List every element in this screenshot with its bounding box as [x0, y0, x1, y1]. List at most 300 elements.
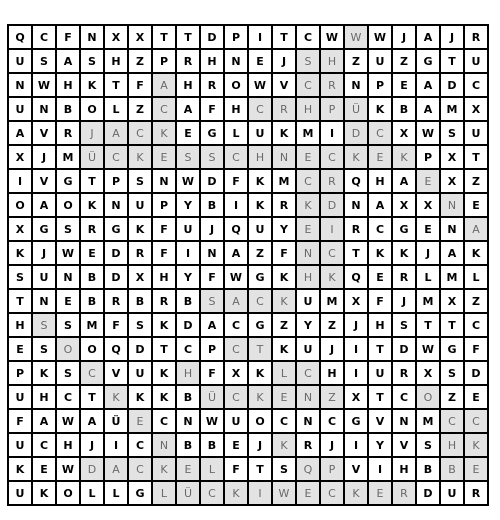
grid-cell[interactable]: U — [441, 482, 465, 506]
grid-cell[interactable]: T — [9, 290, 33, 314]
grid-cell[interactable]: A — [417, 74, 441, 98]
grid-cell[interactable]: F — [201, 98, 225, 122]
grid-cell[interactable]: E — [273, 386, 297, 410]
grid-cell[interactable]: R — [297, 434, 321, 458]
grid-cell[interactable]: V — [369, 410, 393, 434]
grid-cell[interactable]: K — [369, 98, 393, 122]
grid-cell[interactable]: E — [297, 146, 321, 170]
grid-cell[interactable]: S — [201, 290, 225, 314]
grid-cell[interactable]: K — [273, 434, 297, 458]
grid-cell[interactable]: D — [393, 338, 417, 362]
grid-cell[interactable]: R — [321, 170, 345, 194]
grid-cell[interactable]: C — [225, 386, 249, 410]
grid-cell[interactable]: C — [225, 338, 249, 362]
grid-cell[interactable]: N — [81, 26, 105, 50]
grid-cell[interactable]: Z — [249, 242, 273, 266]
grid-cell[interactable]: M — [417, 290, 441, 314]
grid-cell[interactable]: P — [201, 338, 225, 362]
grid-cell[interactable]: S — [441, 122, 465, 146]
grid-cell[interactable]: K — [153, 122, 177, 146]
grid-cell[interactable]: T — [153, 338, 177, 362]
grid-cell[interactable]: X — [129, 266, 153, 290]
grid-cell[interactable]: U — [9, 434, 33, 458]
grid-cell[interactable]: E — [9, 338, 33, 362]
grid-cell[interactable]: W — [369, 26, 393, 50]
grid-cell[interactable]: C — [297, 74, 321, 98]
grid-cell[interactable]: D — [201, 170, 225, 194]
grid-cell[interactable]: D — [345, 122, 369, 146]
grid-cell[interactable]: R — [345, 218, 369, 242]
grid-cell[interactable]: E — [177, 122, 201, 146]
grid-cell[interactable]: Y — [177, 266, 201, 290]
grid-cell[interactable]: N — [153, 170, 177, 194]
grid-cell[interactable]: G — [249, 314, 273, 338]
grid-cell[interactable]: W — [201, 410, 225, 434]
grid-cell[interactable]: N — [273, 146, 297, 170]
grid-cell[interactable]: S — [177, 146, 201, 170]
grid-cell[interactable]: A — [33, 194, 57, 218]
grid-cell[interactable]: A — [81, 410, 105, 434]
grid-cell[interactable]: N — [297, 410, 321, 434]
grid-cell[interactable]: K — [273, 122, 297, 146]
grid-cell[interactable]: J — [273, 50, 297, 74]
grid-cell[interactable]: A — [393, 170, 417, 194]
grid-cell[interactable]: C — [153, 98, 177, 122]
grid-cell[interactable]: J — [345, 314, 369, 338]
grid-cell[interactable]: U — [9, 386, 33, 410]
grid-cell[interactable]: F — [225, 170, 249, 194]
grid-cell[interactable]: O — [225, 74, 249, 98]
grid-cell[interactable]: T — [273, 26, 297, 50]
grid-cell[interactable]: M — [441, 266, 465, 290]
grid-cell[interactable]: G — [441, 338, 465, 362]
grid-cell[interactable]: J — [441, 26, 465, 50]
grid-cell[interactable]: Z — [441, 386, 465, 410]
grid-cell[interactable]: Z — [321, 314, 345, 338]
grid-cell[interactable]: E — [177, 458, 201, 482]
grid-cell[interactable]: O — [249, 410, 273, 434]
grid-cell[interactable]: D — [177, 314, 201, 338]
grid-cell[interactable]: C — [297, 362, 321, 386]
grid-cell[interactable]: I — [9, 170, 33, 194]
grid-cell[interactable]: C — [105, 146, 129, 170]
grid-cell[interactable]: M — [57, 146, 81, 170]
grid-cell[interactable]: X — [441, 146, 465, 170]
grid-cell[interactable]: D — [441, 74, 465, 98]
grid-cell[interactable]: K — [393, 146, 417, 170]
grid-cell[interactable]: R — [57, 122, 81, 146]
grid-cell[interactable]: V — [393, 434, 417, 458]
grid-cell[interactable]: R — [81, 218, 105, 242]
grid-cell[interactable]: U — [297, 290, 321, 314]
grid-cell[interactable]: E — [33, 458, 57, 482]
grid-cell[interactable]: I — [249, 482, 273, 506]
grid-cell[interactable]: T — [153, 26, 177, 50]
grid-cell[interactable]: K — [9, 242, 33, 266]
grid-cell[interactable]: K — [249, 170, 273, 194]
grid-cell[interactable]: J — [33, 146, 57, 170]
grid-cell[interactable]: I — [321, 122, 345, 146]
grid-cell[interactable]: F — [201, 266, 225, 290]
grid-cell[interactable]: B — [57, 98, 81, 122]
grid-cell[interactable]: S — [33, 338, 57, 362]
grid-cell[interactable]: N — [33, 290, 57, 314]
grid-cell[interactable]: F — [201, 362, 225, 386]
grid-cell[interactable]: N — [153, 434, 177, 458]
grid-cell[interactable]: H — [225, 98, 249, 122]
grid-cell[interactable]: U — [369, 362, 393, 386]
grid-cell[interactable]: U — [9, 98, 33, 122]
grid-cell[interactable]: Y — [297, 314, 321, 338]
grid-cell[interactable]: X — [441, 170, 465, 194]
grid-cell[interactable]: E — [153, 146, 177, 170]
grid-cell[interactable]: M — [297, 122, 321, 146]
grid-cell[interactable]: N — [345, 194, 369, 218]
grid-cell[interactable]: G — [249, 266, 273, 290]
grid-cell[interactable]: K — [153, 314, 177, 338]
grid-cell[interactable]: S — [273, 458, 297, 482]
grid-cell[interactable]: F — [153, 242, 177, 266]
grid-cell[interactable]: Y — [273, 218, 297, 242]
grid-cell[interactable]: K — [9, 458, 33, 482]
grid-cell[interactable]: X — [417, 194, 441, 218]
grid-cell[interactable]: E — [129, 410, 153, 434]
grid-cell[interactable]: Ü — [81, 146, 105, 170]
grid-cell[interactable]: F — [225, 458, 249, 482]
grid-cell[interactable]: B — [441, 458, 465, 482]
grid-cell[interactable]: K — [129, 218, 153, 242]
grid-cell[interactable]: L — [417, 266, 441, 290]
grid-cell[interactable]: B — [417, 458, 441, 482]
grid-cell[interactable]: H — [369, 314, 393, 338]
grid-cell[interactable]: U — [129, 362, 153, 386]
grid-cell[interactable]: K — [153, 386, 177, 410]
grid-cell[interactable]: X — [225, 362, 249, 386]
grid-cell[interactable]: D — [417, 482, 441, 506]
grid-cell[interactable]: P — [369, 74, 393, 98]
grid-cell[interactable]: K — [105, 386, 129, 410]
grid-cell[interactable]: K — [393, 242, 417, 266]
grid-cell[interactable]: I — [105, 434, 129, 458]
grid-cell[interactable]: U — [33, 266, 57, 290]
grid-cell[interactable]: Ü — [105, 410, 129, 434]
grid-cell[interactable]: W — [225, 266, 249, 290]
grid-cell[interactable]: C — [273, 410, 297, 434]
grid-cell[interactable]: W — [249, 74, 273, 98]
grid-cell[interactable]: T — [417, 314, 441, 338]
grid-cell[interactable]: R — [153, 290, 177, 314]
grid-cell[interactable]: H — [57, 434, 81, 458]
grid-cell[interactable]: J — [249, 434, 273, 458]
grid-cell[interactable]: C — [33, 434, 57, 458]
grid-cell[interactable]: T — [465, 146, 489, 170]
grid-cell[interactable]: D — [81, 458, 105, 482]
grid-cell[interactable]: N — [225, 50, 249, 74]
grid-cell[interactable]: J — [321, 338, 345, 362]
grid-cell[interactable]: A — [201, 314, 225, 338]
grid-cell[interactable]: R — [201, 74, 225, 98]
grid-cell[interactable]: B — [177, 290, 201, 314]
grid-cell[interactable]: F — [465, 338, 489, 362]
grid-cell[interactable]: C — [225, 146, 249, 170]
grid-cell[interactable]: Z — [345, 50, 369, 74]
grid-cell[interactable]: W — [417, 122, 441, 146]
grid-cell[interactable]: R — [273, 194, 297, 218]
grid-cell[interactable]: V — [345, 458, 369, 482]
grid-cell[interactable]: Z — [321, 386, 345, 410]
grid-cell[interactable]: H — [201, 50, 225, 74]
grid-cell[interactable]: Ü — [177, 482, 201, 506]
grid-cell[interactable]: H — [33, 386, 57, 410]
grid-cell[interactable]: N — [441, 218, 465, 242]
grid-cell[interactable]: S — [57, 362, 81, 386]
grid-cell[interactable]: Q — [345, 266, 369, 290]
grid-cell[interactable]: K — [129, 146, 153, 170]
grid-cell[interactable]: U — [297, 338, 321, 362]
grid-cell[interactable]: S — [33, 50, 57, 74]
grid-cell[interactable]: G — [201, 122, 225, 146]
grid-cell[interactable]: K — [81, 194, 105, 218]
grid-cell[interactable]: W — [33, 74, 57, 98]
grid-cell[interactable]: Z — [273, 314, 297, 338]
grid-cell[interactable]: I — [177, 242, 201, 266]
grid-cell[interactable]: C — [465, 410, 489, 434]
grid-cell[interactable]: O — [81, 338, 105, 362]
grid-cell[interactable]: R — [129, 242, 153, 266]
grid-cell[interactable]: T — [369, 386, 393, 410]
grid-cell[interactable]: C — [369, 122, 393, 146]
grid-cell[interactable]: S — [33, 314, 57, 338]
grid-cell[interactable]: C — [369, 218, 393, 242]
grid-cell[interactable]: L — [465, 266, 489, 290]
grid-cell[interactable]: S — [129, 170, 153, 194]
grid-cell[interactable]: P — [105, 170, 129, 194]
grid-cell[interactable]: H — [441, 434, 465, 458]
grid-cell[interactable]: U — [177, 218, 201, 242]
grid-cell[interactable]: H — [249, 146, 273, 170]
grid-cell[interactable]: N — [441, 194, 465, 218]
grid-cell[interactable]: K — [369, 242, 393, 266]
grid-cell[interactable]: X — [105, 26, 129, 50]
grid-cell[interactable]: E — [297, 218, 321, 242]
grid-cell[interactable]: D — [105, 266, 129, 290]
grid-cell[interactable]: N — [9, 74, 33, 98]
grid-cell[interactable]: W — [177, 170, 201, 194]
grid-cell[interactable]: E — [417, 218, 441, 242]
grid-cell[interactable]: P — [321, 458, 345, 482]
grid-cell[interactable]: C — [441, 410, 465, 434]
grid-cell[interactable]: X — [465, 98, 489, 122]
grid-cell[interactable]: X — [393, 122, 417, 146]
grid-cell[interactable]: Z — [129, 98, 153, 122]
grid-cell[interactable]: G — [57, 170, 81, 194]
grid-cell[interactable]: H — [177, 362, 201, 386]
grid-cell[interactable]: H — [177, 74, 201, 98]
grid-cell[interactable]: B — [201, 194, 225, 218]
grid-cell[interactable]: Y — [369, 434, 393, 458]
grid-cell[interactable]: L — [273, 362, 297, 386]
grid-cell[interactable]: K — [81, 74, 105, 98]
grid-cell[interactable]: A — [57, 50, 81, 74]
grid-cell[interactable]: H — [105, 50, 129, 74]
grid-cell[interactable]: P — [153, 50, 177, 74]
grid-cell[interactable]: W — [321, 26, 345, 50]
grid-cell[interactable]: G — [417, 50, 441, 74]
grid-cell[interactable]: Z — [129, 50, 153, 74]
grid-cell[interactable]: A — [177, 98, 201, 122]
grid-cell[interactable]: H — [321, 362, 345, 386]
grid-cell[interactable]: J — [81, 122, 105, 146]
grid-cell[interactable]: E — [369, 146, 393, 170]
grid-cell[interactable]: F — [9, 410, 33, 434]
grid-cell[interactable]: C — [81, 362, 105, 386]
grid-cell[interactable]: C — [393, 386, 417, 410]
grid-cell[interactable]: Q — [225, 218, 249, 242]
grid-cell[interactable]: K — [465, 434, 489, 458]
grid-cell[interactable]: J — [33, 242, 57, 266]
grid-cell[interactable]: X — [441, 290, 465, 314]
grid-cell[interactable]: R — [465, 26, 489, 50]
grid-cell[interactable]: W — [273, 482, 297, 506]
grid-cell[interactable]: B — [81, 290, 105, 314]
grid-cell[interactable]: O — [9, 194, 33, 218]
grid-cell[interactable]: Q — [105, 338, 129, 362]
grid-cell[interactable]: O — [57, 482, 81, 506]
grid-cell[interactable]: C — [129, 458, 153, 482]
grid-cell[interactable]: K — [249, 362, 273, 386]
grid-cell[interactable]: R — [321, 74, 345, 98]
grid-cell[interactable]: K — [129, 386, 153, 410]
grid-cell[interactable]: B — [393, 98, 417, 122]
grid-cell[interactable]: A — [369, 194, 393, 218]
grid-cell[interactable]: J — [81, 434, 105, 458]
grid-cell[interactable]: C — [129, 434, 153, 458]
grid-cell[interactable]: I — [321, 218, 345, 242]
grid-cell[interactable]: M — [441, 98, 465, 122]
grid-cell[interactable]: E — [465, 386, 489, 410]
grid-cell[interactable]: W — [57, 410, 81, 434]
grid-cell[interactable]: K — [273, 266, 297, 290]
grid-cell[interactable]: H — [321, 50, 345, 74]
grid-cell[interactable]: G — [345, 410, 369, 434]
grid-cell[interactable]: A — [105, 122, 129, 146]
grid-cell[interactable]: C — [297, 26, 321, 50]
grid-cell[interactable]: K — [33, 482, 57, 506]
grid-cell[interactable]: T — [81, 170, 105, 194]
grid-cell[interactable]: R — [393, 266, 417, 290]
grid-cell[interactable]: A — [441, 242, 465, 266]
grid-cell[interactable]: W — [57, 458, 81, 482]
grid-cell[interactable]: F — [369, 290, 393, 314]
grid-cell[interactable]: I — [345, 434, 369, 458]
grid-cell[interactable]: U — [465, 122, 489, 146]
grid-cell[interactable]: V — [105, 362, 129, 386]
grid-cell[interactable]: W — [57, 242, 81, 266]
grid-cell[interactable]: K — [345, 146, 369, 170]
grid-cell[interactable]: U — [9, 482, 33, 506]
grid-cell[interactable]: X — [129, 26, 153, 50]
grid-cell[interactable]: E — [393, 74, 417, 98]
grid-cell[interactable]: Ü — [345, 98, 369, 122]
grid-cell[interactable]: D — [465, 362, 489, 386]
grid-cell[interactable]: N — [33, 98, 57, 122]
grid-cell[interactable]: W — [345, 26, 369, 50]
grid-cell[interactable]: V — [273, 74, 297, 98]
grid-cell[interactable]: L — [105, 482, 129, 506]
grid-cell[interactable]: B — [129, 290, 153, 314]
grid-cell[interactable]: I — [345, 338, 369, 362]
grid-cell[interactable]: D — [129, 338, 153, 362]
grid-cell[interactable]: O — [57, 194, 81, 218]
grid-cell[interactable]: F — [129, 74, 153, 98]
grid-cell[interactable]: C — [321, 242, 345, 266]
grid-cell[interactable]: A — [417, 98, 441, 122]
grid-cell[interactable]: H — [369, 170, 393, 194]
grid-cell[interactable]: R — [393, 362, 417, 386]
grid-cell[interactable]: N — [393, 410, 417, 434]
grid-cell[interactable]: K — [225, 482, 249, 506]
grid-cell[interactable]: T — [249, 338, 273, 362]
grid-cell[interactable]: J — [393, 290, 417, 314]
grid-cell[interactable]: W — [417, 338, 441, 362]
grid-cell[interactable]: F — [105, 314, 129, 338]
grid-cell[interactable]: F — [57, 26, 81, 50]
grid-cell[interactable]: A — [225, 290, 249, 314]
grid-cell[interactable]: U — [225, 410, 249, 434]
grid-cell[interactable]: Q — [9, 26, 33, 50]
grid-cell[interactable]: I — [345, 362, 369, 386]
grid-cell[interactable]: V — [33, 170, 57, 194]
grid-cell[interactable]: A — [465, 218, 489, 242]
grid-cell[interactable]: C — [249, 290, 273, 314]
grid-cell[interactable]: K — [153, 458, 177, 482]
grid-cell[interactable]: G — [129, 482, 153, 506]
grid-cell[interactable]: C — [153, 410, 177, 434]
grid-cell[interactable]: K — [33, 362, 57, 386]
grid-cell[interactable]: A — [105, 458, 129, 482]
grid-cell[interactable]: X — [345, 386, 369, 410]
grid-cell[interactable]: L — [81, 482, 105, 506]
grid-cell[interactable]: R — [105, 290, 129, 314]
grid-cell[interactable]: A — [417, 26, 441, 50]
grid-cell[interactable]: N — [105, 194, 129, 218]
grid-cell[interactable]: O — [81, 98, 105, 122]
grid-cell[interactable]: M — [273, 170, 297, 194]
grid-cell[interactable]: P — [417, 146, 441, 170]
grid-cell[interactable]: D — [105, 242, 129, 266]
grid-cell[interactable]: T — [177, 26, 201, 50]
grid-cell[interactable]: I — [225, 194, 249, 218]
grid-cell[interactable]: X — [345, 290, 369, 314]
grid-cell[interactable]: N — [345, 74, 369, 98]
grid-cell[interactable]: I — [369, 458, 393, 482]
grid-cell[interactable]: R — [465, 482, 489, 506]
grid-cell[interactable]: D — [201, 26, 225, 50]
grid-cell[interactable]: K — [465, 242, 489, 266]
grid-cell[interactable]: G — [105, 218, 129, 242]
grid-cell[interactable]: U — [249, 122, 273, 146]
grid-cell[interactable]: N — [57, 266, 81, 290]
grid-cell[interactable]: U — [249, 218, 273, 242]
grid-cell[interactable]: A — [9, 122, 33, 146]
grid-cell[interactable]: Ü — [201, 386, 225, 410]
grid-cell[interactable]: Q — [345, 170, 369, 194]
grid-cell[interactable]: T — [345, 242, 369, 266]
grid-cell[interactable]: H — [393, 458, 417, 482]
grid-cell[interactable]: D — [321, 194, 345, 218]
grid-cell[interactable]: E — [465, 458, 489, 482]
grid-cell[interactable]: K — [153, 362, 177, 386]
